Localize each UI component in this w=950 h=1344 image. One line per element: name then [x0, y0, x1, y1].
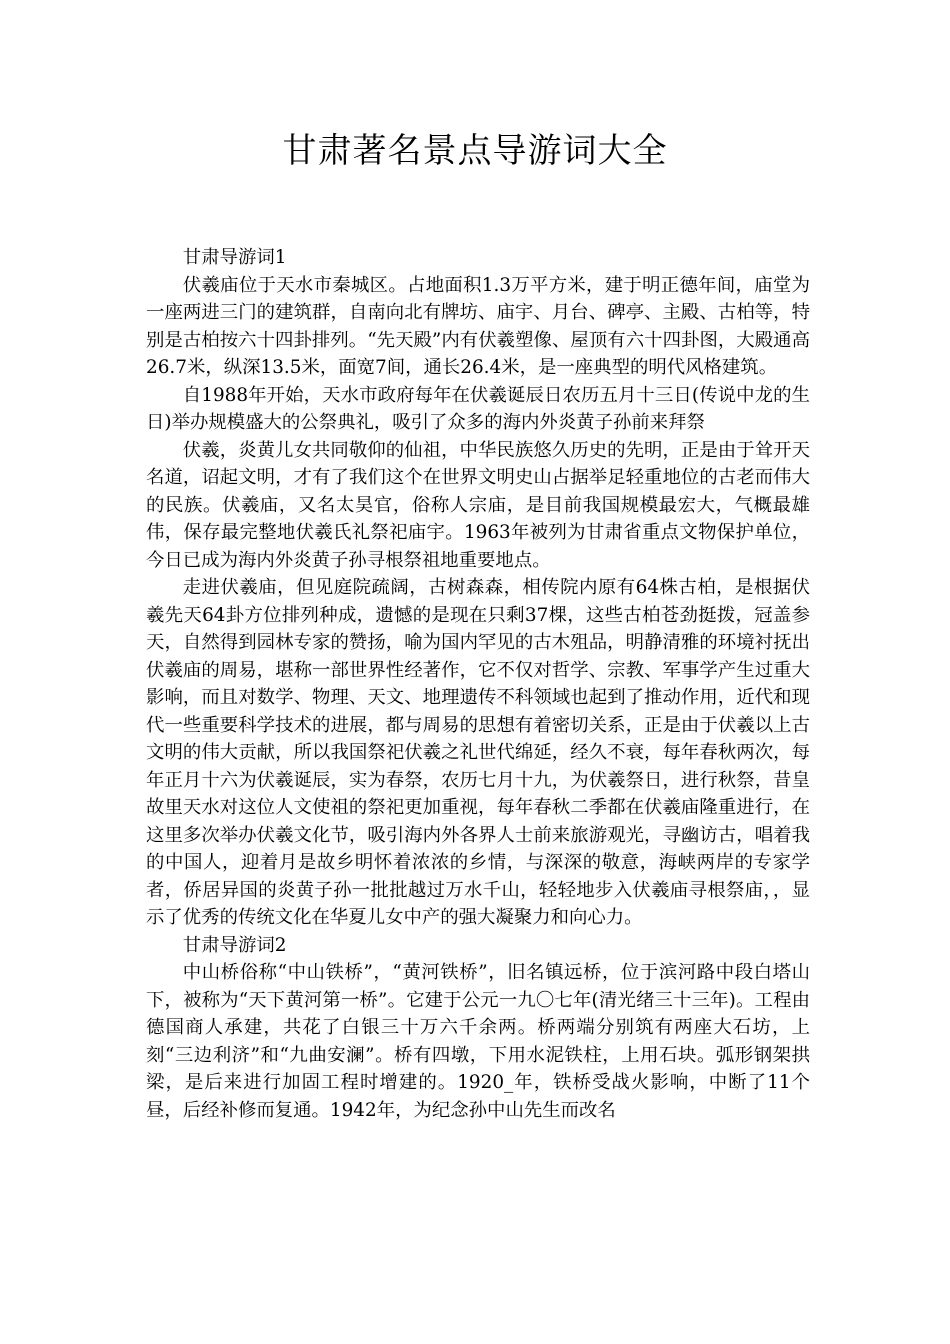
paragraph: 自1988年开始，天水市政府每年在伏羲诞辰日农历五月十三日(传说中龙的生日)举办规模盛大的公祭典礼，吸引了众多的海内外炎黄子孙前来拜祭: [146, 384, 810, 433]
section-heading-2: 甘肃导游词2: [182, 934, 287, 956]
paragraph: 中山桥俗称“中山铁桥”，“黄河铁桥”，旧名镇远桥，位于滨河路中段白塔山下，被称为“天下黄河第一桥”。它建于公元一九〇七年(清光绪三十三年)。工程由德国商人承建，共花了白银三十万六千余两。桥两端分别筑有两座大石坊，上刻“三边利济”和“九曲安澜”。桥有四墩，下用水泥铁柱，上用石块。弧形钢架拱梁，是后来进行加固工程时增建的。1920_年，铁桥受战火影响，中断了11个昼，后经补修而复通。1942年，为纪念孙中山先生而改名: [146, 962, 810, 1121]
document-body: [146, 244, 810, 1124]
paragraph: 伏羲，炎黄儿女共同敬仰的仙祖，中华民族悠久历史的先明，正是由于耸开天名道，诏起文明，才有了我们这个在世界文明史山占据举足轻重地位的古老而伟大的民族。伏羲庙，又名太昊官，俗称人宗庙，是目前我国规模最宏大，气概最雄伟，保存最完整地伏羲氏礼祭祀庙宇。1963年被列为甘肃省重点文物保护单位，今日已成为海内外炎黄子孙寻根祭祖地重要地点。: [146, 439, 810, 571]
paragraph: 伏羲庙位于天水市秦城区。占地面积1.3万平方米，建于明正德年间，庙堂为一座两进三门的建筑群，自南向北有牌坊、庙宇、月台、碑亭、主殿、古柏等，特别是古柏按六十四卦排列。“先天殿”内有伏羲塑像、屋顶有六十四卦图，大殿通高26.7米，纵深13.5米，面宽7间，通长26.4米，是一座典型的明代风格建筑。: [146, 274, 810, 378]
document-title: 甘肃著名景点导游词大全: [282, 131, 668, 171]
section-heading-1: 甘肃导游词1: [182, 247, 287, 268]
paragraph: 走进伏羲庙，但见庭院疏阔，古树森森，相传院内原有64株古柏，是根据伏羲先天64卦方位排列种成，遗憾的是现在只剩37棵，这些古柏苍劲挺拨，冠盖参天，自然得到园林专家的赞扬，喻为国内罕见的古木殂品，明静清雅的环境衬抚出伏羲庙的周易，堪称一部世界性经著作，它不仅对哲学、宗教、军事学产生过重大影响，而且对数学、物理、天文、地理遗传不科领域也起到了推动作用，近代和现代一些重要科学技术的进展，都与周易的思想有着密切关系，正是由于伏羲以上古文明的伟大贡献，所以我国祭祀伏羲之礼世代绵延，经久不衰，每年春秋两次，每年正月十六为伏羲诞辰，实为春祭，农历七月十九，为伏羲祭日，进行秋祭，昔皇故里天水对这位人文使祖的祭祀更加重视，每年春秋二季都在伏羲庙隆重进行，在这里多次举办伏羲文化节，吸引海内外各界人士前来旅游观光，寻幽访古，唱着我的中国人，迎着月是故乡明怀着浓浓的乡情，与深深的敬意，海峡两岸的专家学者，侨居异国的炎黄子孙一批批越过万水千山，轻轻地步入伏羲庙寻根祭庙，，显示了优秀的传统文化在华夏儿女中产的强大凝聚力和向心力。: [146, 577, 810, 928]
